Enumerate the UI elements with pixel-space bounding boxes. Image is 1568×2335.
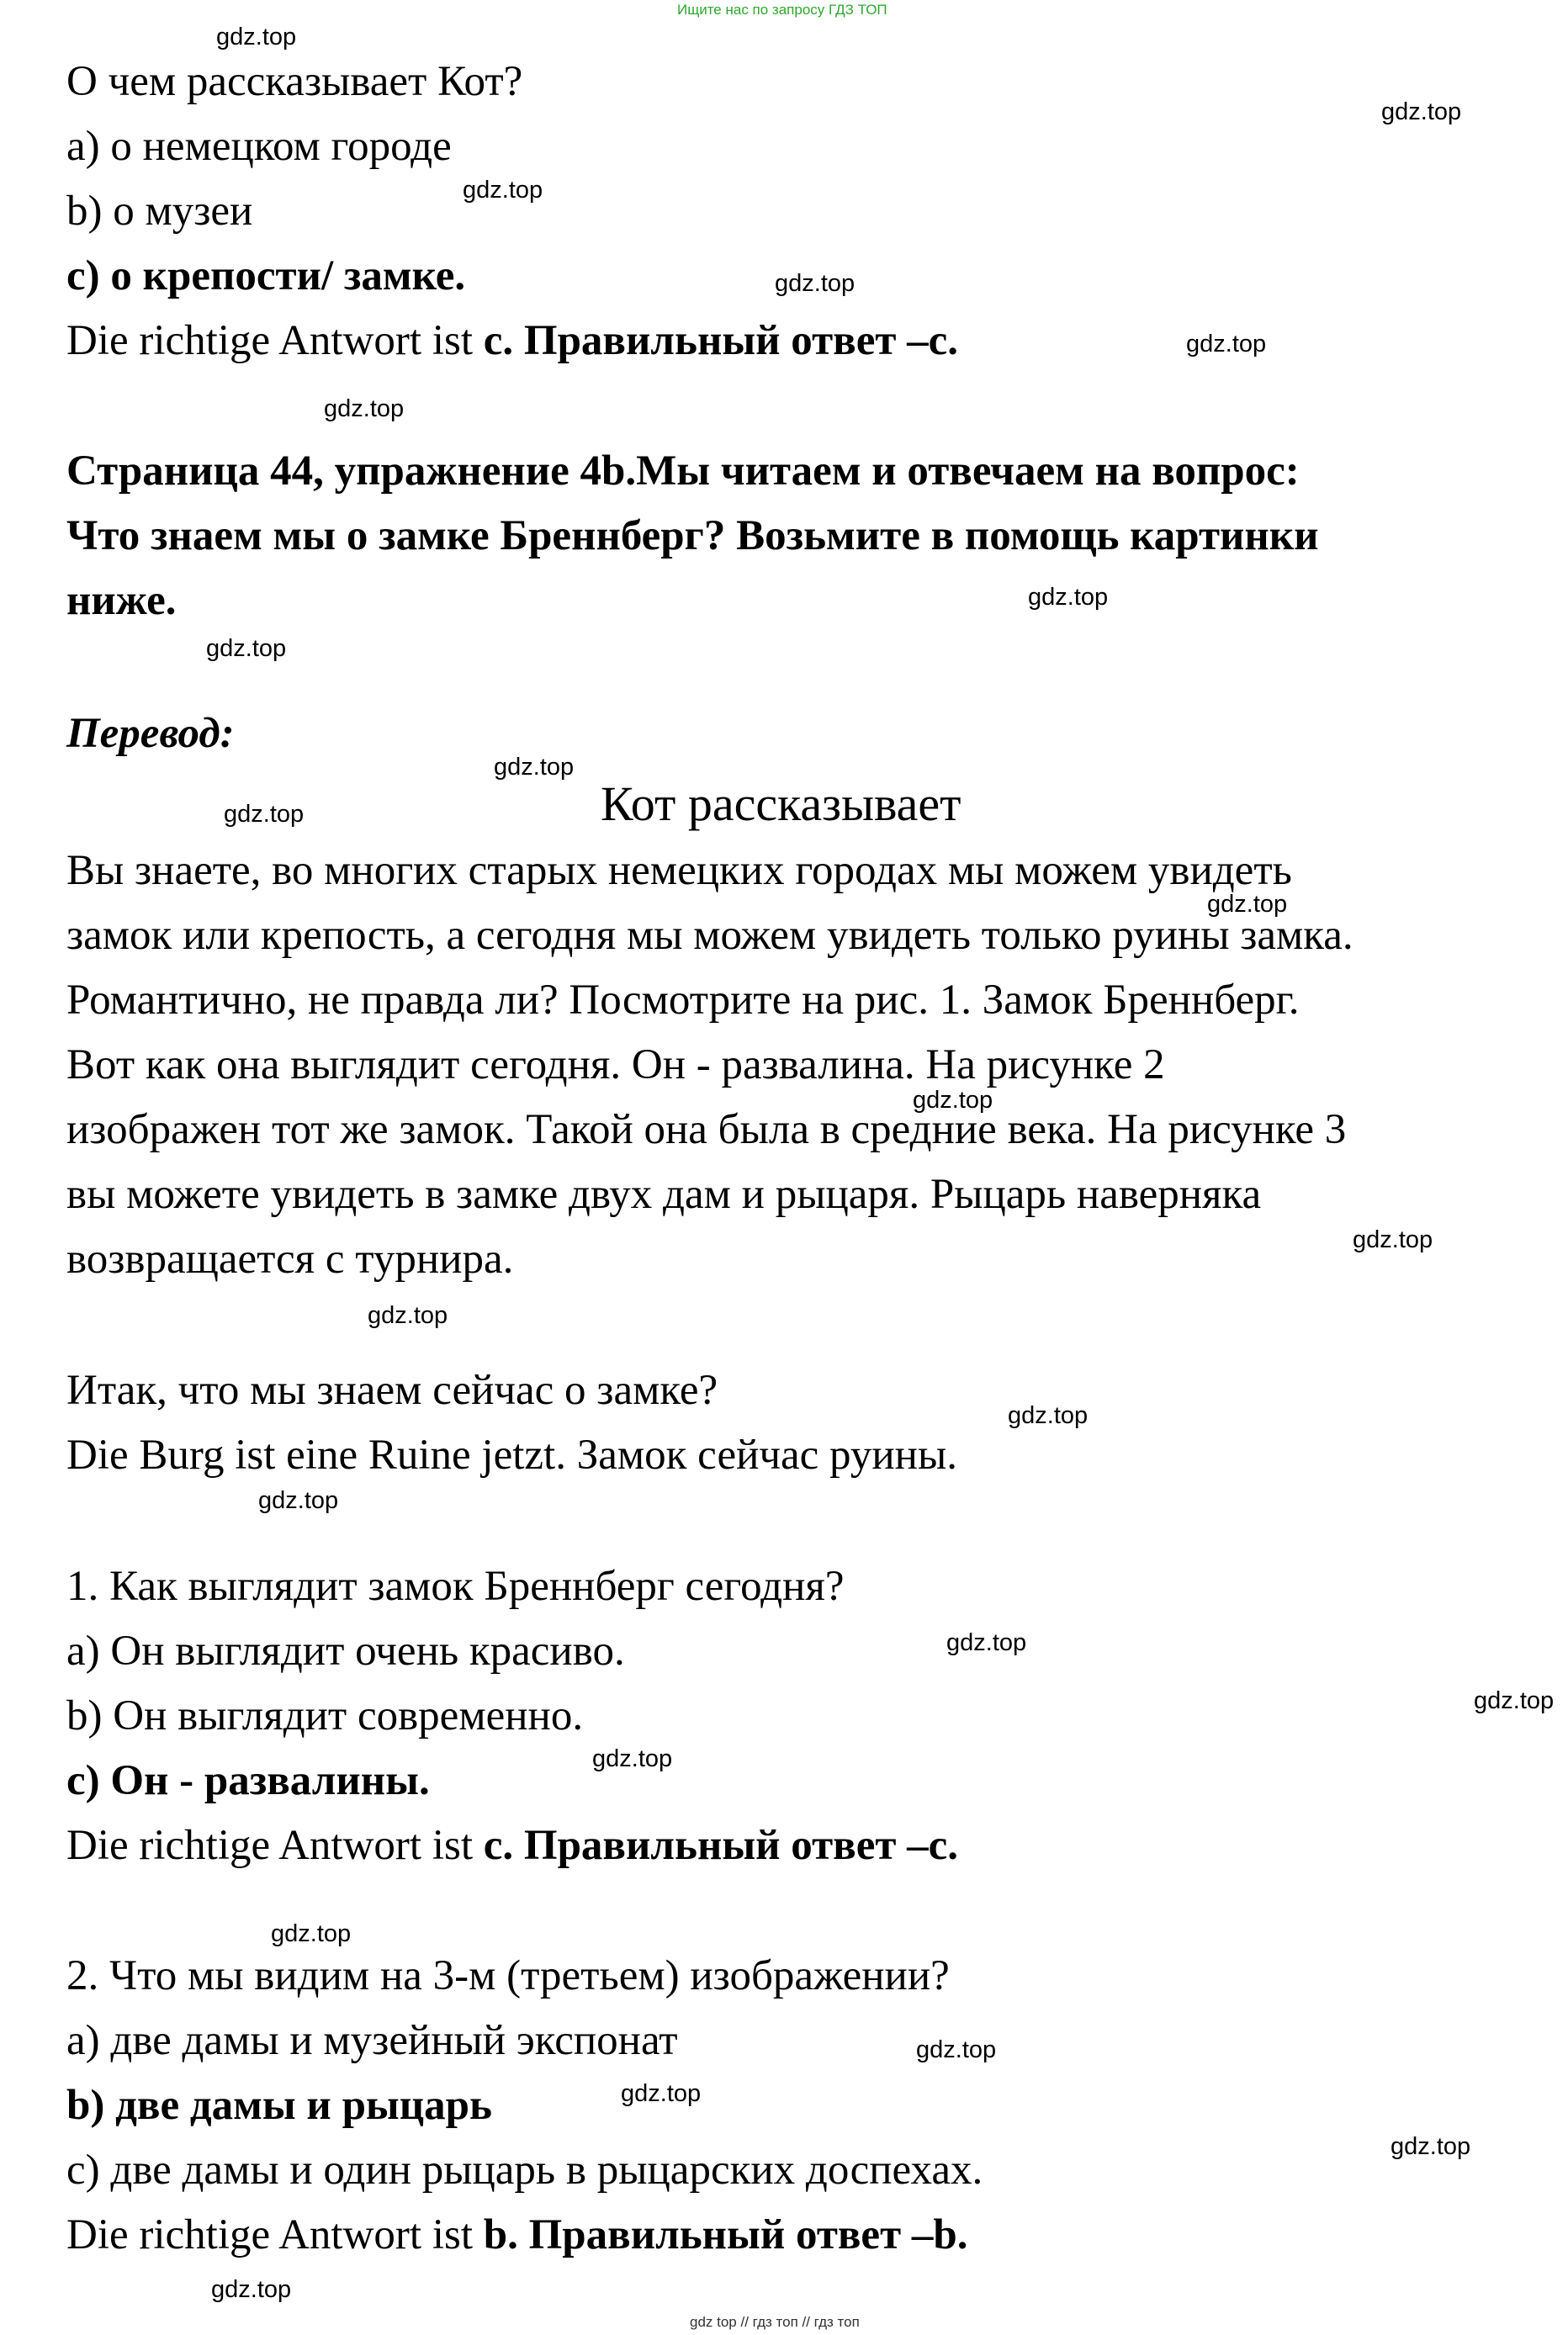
cat-question: О чем рассказывает Кот? (66, 58, 523, 105)
watermark: gdz.top (913, 1087, 993, 1114)
q2-question: 2. Что мы видим на 3-м (третьем) изображении? (66, 1952, 950, 1999)
watermark: gdz.top (463, 177, 543, 204)
watermark: gdz.top (916, 2036, 997, 2063)
watermark: gdz.top (1474, 1687, 1555, 1714)
summary-answer: Die Burg ist eine Ruine jetzt. Замок сейчас руины. (66, 1432, 957, 1479)
story-line: Вы знаете, во многих старых немецких городах мы можем увидеть (66, 847, 1292, 894)
story-line: Романтично, не правда ли? Посмотрите на рис. 1. Замок Бреннберг. (66, 977, 1300, 1024)
watermark: gdz.top (211, 2276, 292, 2303)
watermark: gdz.top (224, 801, 305, 828)
watermark: gdz.top (258, 1487, 339, 1514)
watermark: gdz.top (271, 1920, 352, 1947)
watermark: gdz.top (1186, 331, 1267, 357)
q1-answer-prefix: Die richtige Antwort ist (66, 1822, 484, 1869)
watermark: gdz.top (592, 1745, 673, 1772)
q1-question: 1. Как выглядит замок Бреннберг сегодня? (66, 1563, 845, 1610)
watermark: gdz.top (324, 395, 405, 422)
story-line: замок или крепость, а сегодня мы можем увидеть только руины замка. (66, 912, 1353, 959)
search-banner: Ищите нас по запросу ГДЗ ТОП (677, 2, 887, 18)
footer-text: gdz top // гдз топ // гдз топ (690, 2314, 860, 2330)
q2-option-b: b) две дамы и рыцарь (66, 2082, 492, 2129)
story-line: изображен тот же замок. Такой она была в средние века. На рисунке 3 (66, 1106, 1347, 1153)
q1-answer (66, 1819, 958, 1872)
story-line: вы можете увидеть в замке двух дам и рыцаря. Рыцарь наверняка (66, 1171, 1262, 1218)
watermark: gdz.top (1028, 584, 1109, 611)
q2-option-a: а) две дамы и музейный экспонат (66, 2017, 678, 2064)
story-title: Кот рассказывает (601, 776, 961, 831)
watermark: gdz.top (368, 1302, 448, 1329)
cat-option-c: с) о крепости/ замке. (66, 252, 466, 299)
cat-option-a: а) о немецком городе (66, 123, 452, 170)
q1-option-a: а) Он выглядит очень красиво. (66, 1628, 625, 1675)
q2-option-c: с) две дамы и один рыцарь в рыцарских доспехах. (66, 2147, 983, 2194)
cat-option-b: b) о музеи (66, 188, 253, 235)
watermark: gdz.top (621, 2080, 702, 2107)
q1-option-c: с) Он - развалины. (66, 1757, 430, 1804)
exercise-line-1: Страница 44, упражнение 4b.Мы читаем и отвечаем на вопрос: (66, 447, 1300, 495)
q1-option-b: b) Он выглядит современно. (66, 1692, 584, 1739)
cat-answer-bold: c. Правильный ответ –с. (483, 317, 959, 364)
translation-label: Перевод: (66, 710, 235, 757)
watermark: gdz.top (206, 635, 287, 662)
q2-answer (66, 2209, 967, 2261)
watermark: gdz.top (1353, 1226, 1433, 1253)
exercise-line-2: Что знаем мы о замке Бреннберг? Возьмите в помощь картинки (66, 512, 1319, 559)
watermark: gdz.top (216, 24, 297, 50)
story-line: возвращается с турнира. (66, 1236, 514, 1283)
watermark: gdz.top (494, 754, 575, 781)
exercise-line-3: ниже. (66, 577, 177, 624)
story-line: Вот как она выглядит сегодня. Он - развалина. На рисунке 2 (66, 1041, 1165, 1088)
cat-answer-prefix: Die richtige Antwort ist (66, 317, 484, 364)
watermark: gdz.top (1008, 1402, 1089, 1429)
watermark: gdz.top (1381, 98, 1462, 125)
watermark: gdz.top (1207, 891, 1288, 918)
q1-answer-bold: c. Правильный ответ –с. (483, 1822, 959, 1869)
watermark: gdz.top (1391, 2133, 1471, 2160)
watermark: gdz.top (775, 270, 856, 297)
q2-answer-bold: b. Правильный ответ –b. (483, 2211, 968, 2258)
watermark: gdz.top (946, 1629, 1027, 1656)
q2-answer-prefix: Die richtige Antwort ist (66, 2211, 484, 2258)
cat-answer (66, 315, 958, 367)
summary-question: Итак, что мы знаем сейчас о замке? (66, 1367, 718, 1414)
